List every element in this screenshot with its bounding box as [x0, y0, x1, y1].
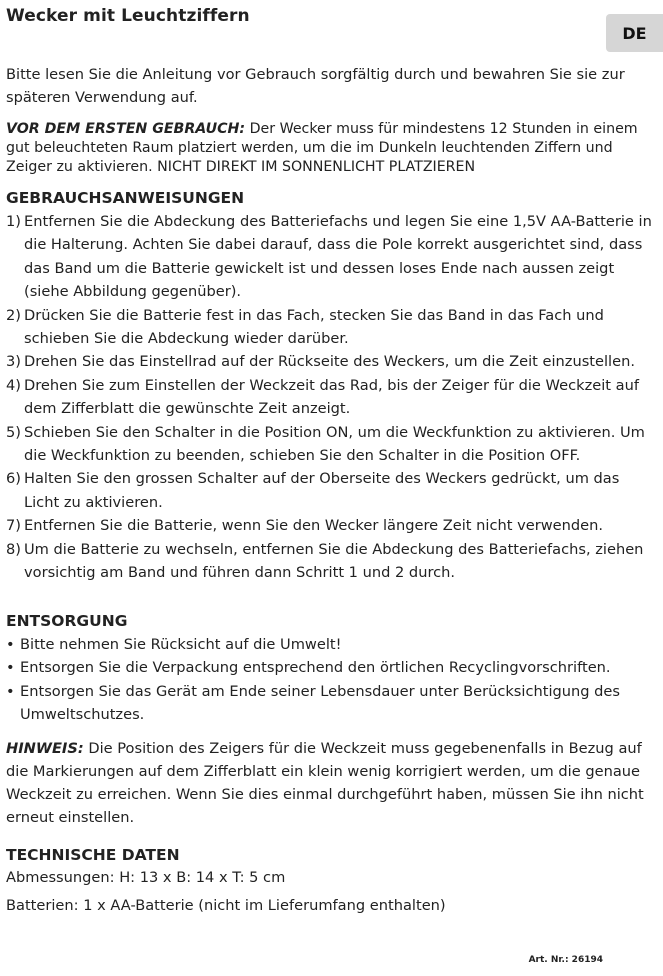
disposal-list — [6, 633, 656, 727]
instruction-step — [6, 421, 656, 468]
spec-batteries: Batterien: 1 x AA-Batterie (nicht im Lieferumfang enthalten) — [6, 897, 446, 914]
disposal-text: Bitte nehmen Sie Rücksicht auf die Umwelt! — [20, 636, 342, 653]
step-text: Drehen Sie zum Einstellen der Weckzeit das Rad, bis der Zeiger für die Weckzeit auf dem Zifferblatt die gewünschte Zeit anzeigt. — [24, 376, 639, 418]
step-text: Entfernen Sie die Abdeckung des Batteriefachs und legen Sie eine 1,5V AA-Batterie in die Halterung. Achten Sie dabei darauf, dass die Pole korrekt ausgerichtet sind, dass das Band um die Batterie gewickelt ist und dessen loses Ende nach aussen zeigt (siehe Abbildung gegenüber). — [24, 213, 652, 301]
first-use-text: Der Wecker muss für mindestens 12 Stunden in einem gut beleuchteten Raum platziert werden, um die im Dunkeln leuchtenden Ziffern und Zeiger zu aktivieren. NICHT DIREKT IM SONNENLICHT PLATZIEREN — [6, 121, 638, 175]
step-text: Halten Sie den grossen Schalter auf der Oberseite des Weckers gedrückt, um das Licht zu aktivieren. — [24, 470, 620, 511]
step-text: Entfernen Sie die Batterie, wenn Sie den Wecker längere Zeit nicht verwenden. — [24, 517, 603, 535]
disposal-text: Entsorgen Sie die Verpackung entsprechend den örtlichen Recyclingvorschriften. — [20, 659, 611, 677]
bullet-icon: • — [6, 636, 15, 653]
disposal-item — [6, 680, 656, 727]
instruction-list — [6, 210, 656, 585]
disposal-item — [6, 656, 656, 679]
step-number: 2) — [6, 306, 21, 324]
instruction-step — [6, 374, 656, 421]
disposal-text: Entsorgen Sie das Gerät am Ende seiner Lebensdauer unter Berücksichtigung des Umweltschutzes. — [20, 682, 621, 724]
first-use-paragraph — [6, 120, 656, 177]
instruction-step — [6, 538, 656, 585]
instructions-heading: GEBRAUCHSANWEISUNGEN — [6, 189, 245, 207]
instruction-step — [6, 210, 656, 304]
step-text: Drehen Sie das Einstellrad auf der Rückseite des Weckers, um die Zeit einzustellen. — [24, 353, 635, 371]
note-lead: HINWEIS: — [6, 740, 84, 757]
language-badge: DE — [606, 14, 663, 52]
disposal-item — [6, 633, 656, 656]
step-number: 1) — [6, 213, 21, 230]
disposal-heading: ENTSORGUNG — [6, 612, 128, 630]
intro-paragraph: Bitte lesen Sie die Anleitung vor Gebrauch sorgfältig durch und bewahren Sie sie zur späteren Verwendung auf. — [6, 66, 625, 106]
instruction-step — [6, 514, 656, 537]
spec-dimensions: Abmessungen: H: 13 x B: 14 x T: 5 cm — [6, 869, 286, 886]
step-text: Um die Batterie zu wechseln, entfernen Sie die Abdeckung des Batteriefachs, ziehen vorsichtig am Band und führen dann Schritt 1 und 2 durch. — [24, 540, 644, 582]
step-number: 8) — [6, 540, 21, 558]
step-number: 6) — [6, 470, 21, 488]
note-paragraph — [6, 737, 656, 829]
note-text: Die Position des Zeigers für die Weckzeit muss gegebenenfalls in Bezug auf die Markierungen auf dem Zifferblatt ein klein wenig korrigiert werden, um die genaue Weckzeit zu erreichen. Wenn Sie dies einmal durchgeführt haben, müssen Sie ihn nicht erneut einstellen. — [6, 740, 644, 826]
article-number: Art. Nr.: 26194 — [528, 955, 603, 965]
step-text: Schieben Sie den Schalter in die Position ON, um die Weckfunktion zu aktivieren. Um die Weckfunktion zu beenden, schieben Sie den Schalter in die Position OFF. — [24, 423, 645, 465]
step-number: 4) — [6, 376, 21, 394]
step-number: 7) — [6, 517, 21, 535]
instruction-step — [6, 467, 656, 514]
step-number: 3) — [6, 353, 21, 371]
bullet-icon: • — [6, 682, 15, 700]
step-number: 5) — [6, 423, 21, 441]
first-use-lead: VOR DEM ERSTEN GEBRAUCH: — [6, 121, 246, 137]
instruction-step — [6, 304, 656, 351]
step-text: Drücken Sie die Batterie fest in das Fach, stecken Sie das Band in das Fach und schieben Sie die Abdeckung wieder darüber. — [24, 306, 604, 348]
instruction-step — [6, 350, 656, 373]
bullet-icon: • — [6, 659, 15, 677]
tech-heading: TECHNISCHE DATEN — [6, 846, 180, 864]
page-title: Wecker mit Leuchtziffern — [6, 6, 250, 26]
